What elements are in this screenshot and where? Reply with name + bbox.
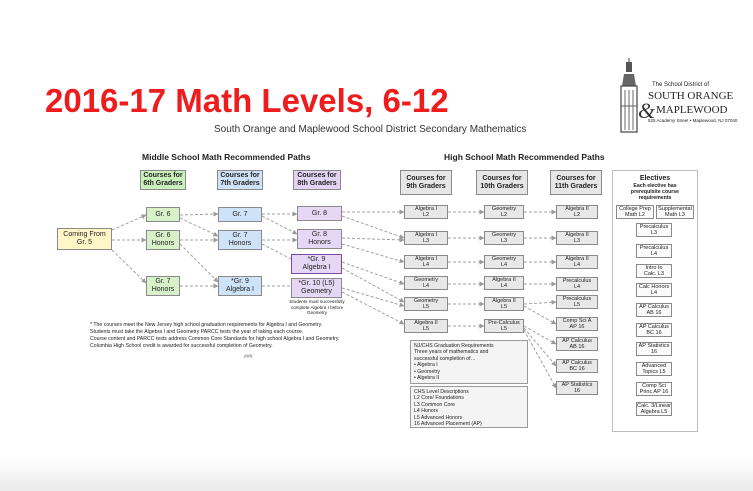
- g11-algebra2-l4: Algebra II L4: [556, 255, 598, 269]
- g9-algebra2-l5: Algebra II L5: [404, 319, 448, 333]
- ms-header-7th: Courses for 7th Graders: [217, 170, 263, 190]
- high-school-heading: High School Math Recommended Paths: [444, 152, 605, 162]
- elective-supplemental: Supplemental Math L3: [656, 205, 694, 219]
- footnote-4: Columbia High School credit is awarded for successful completion of Geometry.: [90, 343, 273, 349]
- g11-ap-calculus-ab: AP Calculus AB 16: [556, 337, 598, 351]
- elective-precalc-l3: Precalculus L3: [636, 223, 672, 237]
- g10-geometry-l2: Geometry L2: [484, 205, 524, 219]
- course-gr9-algebra-7th: *Gr. 9 Algebra I: [218, 276, 262, 296]
- g11-ap-statistics: AP Statistics 16: [556, 381, 598, 395]
- elective-ap-calc-bc: AP Calculus BC 16: [636, 323, 672, 337]
- g10-geometry-l4: Geometry L4: [484, 255, 524, 269]
- g11-ap-calculus-bc: AP Calculus BC 16: [556, 359, 598, 373]
- g11-precalculus-l4: Precalculus L4: [556, 277, 598, 291]
- g9-algebra1-l2: Algebra I L2: [404, 205, 448, 219]
- elective-college-prep: College Prep Math L2: [616, 205, 654, 219]
- electives-title: Electives: [639, 174, 671, 182]
- page-title: 2016-17 Math Levels, 6-12: [45, 82, 449, 119]
- footnote-1: * The courses meet the New Jersey high school graduation requirements for Algebra I and Geometry.: [90, 322, 323, 328]
- elective-ap-statistics: AP Statistics 16: [636, 342, 672, 356]
- g9-geometry-l4: Geometry L4: [404, 276, 448, 290]
- g9-algebra1-l4: Algebra I L4: [404, 255, 448, 269]
- logo-line2: SOUTH ORANGE: [648, 90, 734, 102]
- hs-header-11th: Courses for 11th Graders: [550, 170, 602, 195]
- logo-address: 525 Academy Street • Maplewood, NJ 07040: [648, 118, 738, 123]
- course-gr8: Gr. 8: [297, 206, 342, 221]
- elective-intro-calc: Intro to Calc. L3: [636, 264, 672, 278]
- course-gr9-algebra-8th: *Gr. 9 Algebra I: [291, 254, 342, 274]
- g11-algebra2-l3: Algebra II L3: [556, 231, 598, 245]
- diagram-subtitle: South Orange and Maplewood School District Secondary Mathematics: [214, 124, 527, 135]
- g11-precalculus-l5: Precalculus L5: [556, 295, 598, 309]
- logo-ampersand: &: [638, 98, 656, 123]
- graduation-requirements: NJ/CHS Graduation Requirements Three years of mathematics and successful completion of… • Algebra I • Geometry • Algebra II: [410, 340, 528, 384]
- g10-algebra2-l4: Algebra II L4: [484, 276, 524, 290]
- hs-header-10th: Courses for 10th Graders: [476, 170, 528, 195]
- g11-comp-sci-a: Comp Sci A AP 16: [556, 317, 598, 331]
- course-gr7: Gr. 7: [218, 207, 262, 222]
- ms-header-6th: Courses for 6th Graders: [140, 170, 186, 190]
- course-gr7-honors-7th: Gr. 7 Honors: [218, 230, 262, 250]
- logo-line1: The School District of: [652, 82, 710, 88]
- coming-from-gr5: Coming From Gr. 5: [57, 228, 112, 250]
- g11-algebra2-l2: Algebra II L2: [556, 205, 598, 219]
- ms-header-8th: Courses for 8th Graders: [293, 170, 341, 190]
- success-note: Students must successfully complete Algebra I before Geometry: [289, 299, 345, 315]
- bottom-shadow: [0, 458, 753, 491]
- g10-precalculus-l5: Pre-Calculus L5: [484, 319, 524, 333]
- middle-school-heading: Middle School Math Recommended Paths: [142, 152, 311, 162]
- course-gr6-honors: Gr. 6 Honors: [146, 230, 180, 250]
- electives-subtitle: Each elective has prerequisite course requirements: [630, 182, 680, 201]
- elective-precalc-l4: Precalculus L4: [636, 244, 672, 258]
- g10-geometry-l3: Geometry L3: [484, 231, 524, 245]
- footnote-2: Students must take the Algebra I and Geometry PARCC tests the year of taking each course.: [90, 329, 304, 335]
- course-geometry-8th: *Gr. 10 (L5) Geometry: [291, 278, 342, 298]
- footnote-3: Course content and PARCC tests address Common Core Standards for high school Algebra I and Geometry.: [90, 336, 340, 342]
- course-gr8-honors: Gr. 8 Honors: [297, 229, 342, 249]
- logo-line3: MAPLEWOOD: [656, 104, 728, 116]
- level-descriptions: CHS Level Descriptions L2 Core/ Foundations L3 Common Core L4 Honors L5 Advanced Honors 16 Advanced Placement (AP): [410, 386, 528, 428]
- course-gr7-honors: Gr. 7 Honors: [146, 276, 180, 296]
- elective-comp-sci-princ: Comp Sci Princ AP 16: [636, 382, 672, 396]
- elective-calc-honors: Calc Honors L4: [636, 283, 672, 297]
- course-gr6: Gr. 6: [146, 207, 180, 222]
- elective-ap-calc-ab: AP Calculus AB 16: [636, 303, 672, 317]
- electives-header-box: [618, 172, 692, 202]
- hs-header-9th: Courses for 9th Graders: [400, 170, 452, 195]
- footer-mark: ###: [244, 354, 253, 360]
- elective-calc3-linear: Calc. 3/Linear Algebra L5: [637, 402, 671, 415]
- g9-algebra1-l3: Algebra I L3: [404, 231, 448, 245]
- g9-geometry-l5: Geometry L5: [404, 297, 448, 311]
- g10-algebra2-l5: Algebra II L5: [484, 297, 524, 311]
- elective-advanced-topics: Advanced Topics L5: [636, 362, 672, 376]
